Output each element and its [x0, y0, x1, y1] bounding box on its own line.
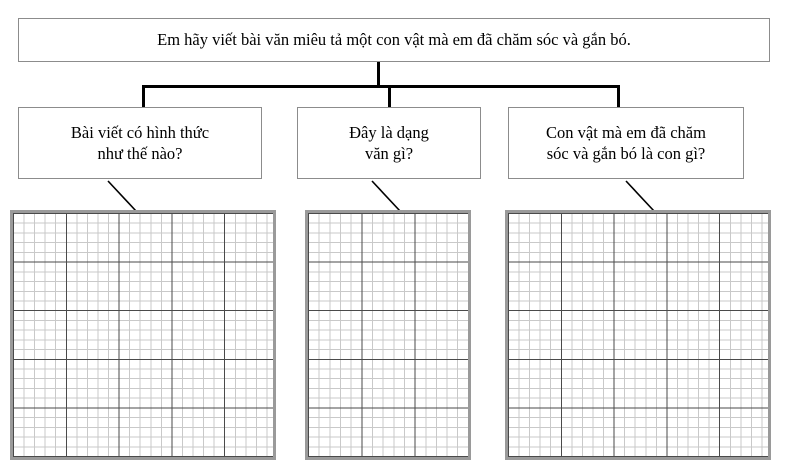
question-3-text [538, 122, 714, 164]
question-box-1 [18, 107, 262, 179]
question-1-line-2: như thế nào? [97, 144, 183, 163]
question-1-line-1: Bài viết có hình thức [70, 122, 210, 142]
connector-drop-left [142, 85, 145, 107]
answer-grid-3[interactable] [505, 210, 771, 460]
question-box-2 [297, 107, 481, 179]
connector-horizontal-bar [142, 85, 620, 88]
question-1-text [63, 122, 217, 164]
prompt-text: Em hãy viết bài văn miêu tả một con vật mà em đã chăm sóc và gắn bó. [157, 30, 631, 50]
question-box-3 [508, 107, 744, 179]
answer-grid-1[interactable] [10, 210, 276, 460]
connector-stem-main [377, 62, 380, 86]
question-2-line-2: văn gì? [364, 144, 414, 163]
answer-grid-2[interactable] [305, 210, 471, 460]
question-2-line-1: Đây là dạng [349, 122, 429, 142]
question-2-text [341, 122, 437, 164]
question-3-line-1: Con vật mà em đã chăm [546, 122, 706, 142]
prompt-box [18, 18, 770, 62]
connector-drop-right [617, 85, 620, 107]
connector-drop-middle [388, 85, 391, 107]
question-3-line-2: sóc và gắn bó là con gì? [546, 144, 706, 163]
